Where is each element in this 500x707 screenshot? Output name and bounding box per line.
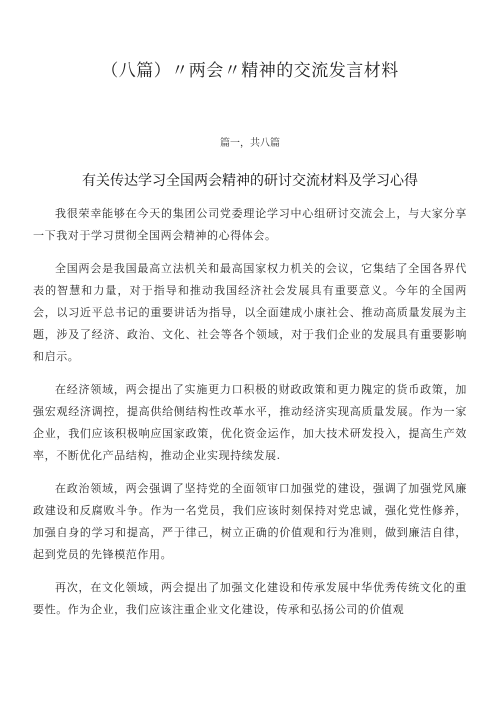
article-title: 有关传达学习全国两会精神的研讨交流材料及学习心得	[82, 173, 418, 189]
body-paragraph: 再次，在文化领域，两会提出了加强文化建设和传承发展中华优秀传统文化的重要性。作为企业，我们应该注重企业文化建设，传承和弘扬公司的价值观	[33, 581, 467, 616]
section-label: 篇一，共八篇	[220, 138, 280, 149]
body-paragraph: 我很荣幸能够在今天的集团公司党委理论学习中心组研讨交流会上，与大家分享一下我对于学习贯彻全国两会精神的心得体会。	[33, 207, 467, 242]
document-title: （八篇）〃两会〃精神的交流发言材料	[101, 61, 399, 81]
body-paragraph: 全国两会是我国最高立法机关和最高国家权力机关的会议，它集结了全国各界代表的智慧和力量，对于指导和推动我国经济社会发展具有重要意义。今年的全国两会，以习近平总书记的重要讲话为指导，以全面建成小康社会、推动高质量发展为主题，涉及了经济、政治、文化、社会等各个领域，对于我们企业的发展具有重要影响和启示。	[33, 262, 467, 363]
article-body	[33, 203, 467, 632]
body-paragraph: 在政治领域，两会强调了坚持党的全面领审口加强党的建设，强调了加强党风廉政建设和反腐败斗争。作为一名党员，我们应该时刻保持对党忠诚，强化党性修养，加强自身的学习和提高，严于律己，树立正确的价值观和行为准则，做到廉洁自律，起到党员的先锋模范作用。	[33, 482, 467, 561]
body-paragraph: 在经济领域，两会提出了实施更力口积极的财政政策和更力隗定的货币政策，加强宏观经济调控，提高供给侧结构性改革水平，推动经济实现高质量发展。作为一家企业，我们应该积极响应国家政策，优化资金运作，加大技术研发投入，提高生产效率，不断优化产品结构，推动企业实现持续发展.	[33, 383, 467, 462]
